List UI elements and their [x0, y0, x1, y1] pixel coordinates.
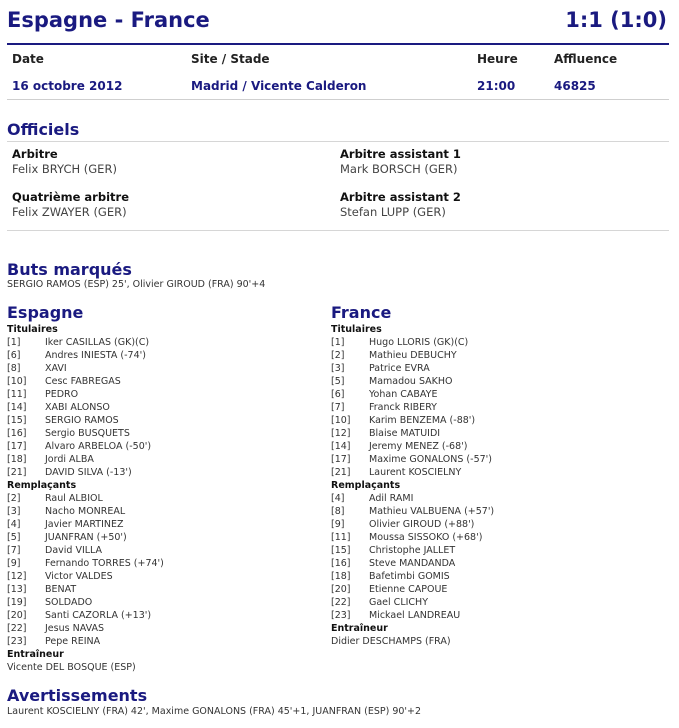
- player-number: [21]: [7, 467, 27, 478]
- warnings-title: Avertissements: [7, 686, 148, 705]
- match-header: [7, 8, 667, 38]
- goals-text: SERGIO RAMOS (ESP) 25', Olivier GIROUD (FRA) 90'+4: [7, 279, 266, 290]
- away-team: [331, 303, 651, 648]
- player-name: Gael CLICHY: [369, 597, 428, 608]
- header-divider: [7, 43, 669, 45]
- player-row: [7, 336, 327, 349]
- official-fourth: [12, 190, 332, 220]
- match-info-table: [7, 48, 669, 99]
- home-team: [7, 303, 327, 674]
- coach-label: Entraîneur: [331, 623, 388, 634]
- player-name: Hugo LLORIS (GK)(C): [369, 337, 469, 348]
- player-number: [12]: [331, 428, 351, 439]
- officials-title: Officiels: [7, 120, 80, 139]
- player-number: [12]: [7, 571, 27, 582]
- player-name: Alvaro ARBELOA (-50'): [45, 441, 152, 452]
- player-number: [14]: [331, 441, 351, 452]
- player-number: [20]: [331, 584, 351, 595]
- player-number: [19]: [7, 597, 27, 608]
- player-row: [331, 466, 651, 479]
- player-number: [11]: [7, 389, 27, 400]
- player-row: [7, 388, 327, 401]
- player-name: Mickael LANDREAU: [369, 610, 461, 621]
- info-attendance: 46825: [554, 79, 596, 93]
- player-name: Steve MANDANDA: [369, 558, 456, 569]
- player-name: Karim BENZEMA (-88'): [369, 415, 476, 426]
- player-row: [331, 492, 651, 505]
- subs-label: Remplaçants: [331, 480, 401, 491]
- player-name: Etienne CAPOUE: [369, 584, 448, 595]
- player-name: BENAT: [45, 584, 77, 595]
- starters-label: Titulaires: [331, 324, 382, 335]
- player-name: Raul ALBIOL: [45, 493, 103, 504]
- player-number: [5]: [331, 376, 345, 387]
- player-row: [7, 622, 327, 635]
- player-row: [7, 557, 327, 570]
- official-assistant-2: [340, 190, 660, 220]
- player-number: [9]: [331, 519, 345, 530]
- player-number: [14]: [7, 402, 27, 413]
- player-number: [9]: [7, 558, 21, 569]
- player-number: [8]: [7, 363, 21, 374]
- player-name: DAVID SILVA (-13'): [45, 467, 132, 478]
- player-row: [331, 427, 651, 440]
- official-name: Mark BORSCH (GER): [340, 162, 458, 176]
- team-name: Espagne: [7, 303, 84, 322]
- player-row: [7, 570, 327, 583]
- info-header-site: Site / Stade: [191, 52, 270, 66]
- player-number: [7]: [331, 402, 345, 413]
- player-name: XABI ALONSO: [45, 402, 110, 413]
- coach-name: Didier DESCHAMPS (FRA): [331, 636, 451, 647]
- subs-list: [7, 492, 327, 648]
- player-number: [6]: [331, 389, 345, 400]
- player-row: [7, 466, 327, 479]
- player-number: [10]: [331, 415, 351, 426]
- player-row: [7, 427, 327, 440]
- player-name: XAVI: [45, 363, 67, 374]
- official-name: Felix BRYCH (GER): [12, 162, 117, 176]
- player-number: [3]: [331, 363, 345, 374]
- player-name: David VILLA: [45, 545, 103, 556]
- player-number: [23]: [7, 636, 27, 647]
- player-row: [7, 401, 327, 414]
- player-name: Mathieu VALBUENA (+57'): [369, 506, 495, 517]
- goals-title: Buts marqués: [7, 260, 132, 279]
- player-row: [331, 362, 651, 375]
- official-referee: [12, 147, 332, 177]
- player-name: Maxime GONALONS (-57'): [369, 454, 492, 465]
- official-role: Arbitre: [12, 147, 58, 161]
- starters-list: [7, 336, 327, 479]
- player-name: Jesus NAVAS: [45, 623, 105, 634]
- player-row: [331, 570, 651, 583]
- info-header-row: [7, 48, 669, 72]
- player-number: [17]: [7, 441, 27, 452]
- player-row: [331, 401, 651, 414]
- info-header-attendance: Affluence: [554, 52, 618, 66]
- official-role: Quatrième arbitre: [12, 190, 129, 204]
- player-name: Mamadou SAKHO: [369, 376, 453, 387]
- player-row: [331, 596, 651, 609]
- player-name: Cesc FABREGAS: [45, 376, 121, 387]
- player-row: [331, 375, 651, 388]
- player-number: [13]: [7, 584, 27, 595]
- player-name: Adil RAMI: [369, 493, 414, 504]
- player-row: [7, 596, 327, 609]
- player-name: Pepe REINA: [45, 636, 101, 647]
- coach-name: Vicente DEL BOSQUE (ESP): [7, 662, 136, 673]
- info-site: Madrid / Vicente Calderon: [191, 79, 367, 93]
- player-number: [4]: [331, 493, 345, 504]
- player-name: Mathieu DEBUCHY: [369, 350, 457, 361]
- player-row: [7, 375, 327, 388]
- player-name: Andres INIESTA (-74'): [45, 350, 146, 361]
- player-row: [7, 583, 327, 596]
- player-name: Blaise MATUIDI: [369, 428, 441, 439]
- starters-list: [331, 336, 651, 479]
- official-name: Stefan LUPP (GER): [340, 205, 446, 219]
- player-row: [7, 518, 327, 531]
- player-row: [7, 362, 327, 375]
- player-name: Patrice EVRA: [369, 363, 430, 374]
- player-name: Nacho MONREAL: [45, 506, 126, 517]
- player-row: [331, 518, 651, 531]
- player-number: [11]: [331, 532, 351, 543]
- player-row: [331, 531, 651, 544]
- player-row: [7, 635, 327, 648]
- player-number: [10]: [7, 376, 27, 387]
- info-header-date: Date: [12, 52, 44, 66]
- player-number: [20]: [7, 610, 27, 621]
- player-name: Jordi ALBA: [45, 454, 94, 465]
- player-name: Javier MARTINEZ: [45, 519, 124, 530]
- player-number: [6]: [7, 350, 21, 361]
- starters-label: Titulaires: [7, 324, 58, 335]
- subs-list: [331, 492, 651, 622]
- player-row: [331, 440, 651, 453]
- player-number: [5]: [7, 532, 21, 543]
- player-number: [3]: [7, 506, 21, 517]
- player-number: [16]: [7, 428, 27, 439]
- player-number: [23]: [331, 610, 351, 621]
- player-name: SOLDADO: [45, 597, 93, 608]
- player-row: [7, 349, 327, 362]
- officials-box: [7, 141, 669, 231]
- player-row: [7, 414, 327, 427]
- player-name: Olivier GIROUD (+88'): [369, 519, 475, 530]
- player-number: [1]: [7, 337, 21, 348]
- player-row: [331, 453, 651, 466]
- player-name: Santi CAZORLA (+13'): [45, 610, 152, 621]
- player-number: [8]: [331, 506, 345, 517]
- player-row: [331, 336, 651, 349]
- match-score: 1:1 (1:0): [565, 8, 667, 32]
- player-number: [7]: [7, 545, 21, 556]
- player-name: Bafetimbi GOMIS: [369, 571, 450, 582]
- player-row: [7, 440, 327, 453]
- player-name: Laurent KOSCIELNY: [369, 467, 462, 478]
- player-number: [2]: [331, 350, 345, 361]
- player-name: Fernando TORRES (+74'): [45, 558, 164, 569]
- player-number: [16]: [331, 558, 351, 569]
- player-number: [15]: [331, 545, 351, 556]
- official-name: Felix ZWAYER (GER): [12, 205, 127, 219]
- player-row: [7, 453, 327, 466]
- player-number: [17]: [331, 454, 351, 465]
- player-row: [7, 609, 327, 622]
- player-name: Franck RIBERY: [369, 402, 437, 413]
- info-divider: [7, 99, 669, 100]
- coach-label: Entraîneur: [7, 649, 64, 660]
- player-number: [21]: [331, 467, 351, 478]
- player-row: [331, 609, 651, 622]
- player-row: [7, 544, 327, 557]
- player-number: [22]: [331, 597, 351, 608]
- player-number: [1]: [331, 337, 345, 348]
- player-row: [331, 505, 651, 518]
- player-number: [15]: [7, 415, 27, 426]
- player-number: [18]: [7, 454, 27, 465]
- official-role: Arbitre assistant 2: [340, 190, 461, 204]
- player-name: SERGIO RAMOS: [45, 415, 119, 426]
- player-row: [331, 414, 651, 427]
- player-row: [331, 557, 651, 570]
- player-name: Moussa SISSOKO (+68'): [369, 532, 483, 543]
- player-name: Christophe JALLET: [369, 545, 456, 556]
- player-row: [331, 583, 651, 596]
- player-name: Yohan CABAYE: [369, 389, 438, 400]
- player-name: Jeremy MENEZ (-68'): [369, 441, 468, 452]
- info-header-time: Heure: [477, 52, 518, 66]
- player-name: Victor VALDES: [45, 571, 113, 582]
- player-number: [4]: [7, 519, 21, 530]
- player-number: [18]: [331, 571, 351, 582]
- info-date: 16 octobre 2012: [12, 79, 123, 93]
- player-row: [7, 531, 327, 544]
- match-title: Espagne - France: [7, 8, 210, 32]
- player-name: PEDRO: [45, 389, 79, 400]
- player-number: [2]: [7, 493, 21, 504]
- player-name: Sergio BUSQUETS: [45, 428, 130, 439]
- player-row: [331, 349, 651, 362]
- player-number: [22]: [7, 623, 27, 634]
- player-name: Iker CASILLAS (GK)(C): [45, 337, 150, 348]
- player-row: [7, 492, 327, 505]
- player-row: [331, 544, 651, 557]
- official-assistant-1: [340, 147, 660, 177]
- player-row: [331, 388, 651, 401]
- info-time: 21:00: [477, 79, 516, 93]
- subs-label: Remplaçants: [7, 480, 77, 491]
- player-name: JUANFRAN (+50'): [45, 532, 127, 543]
- warnings-text: Laurent KOSCIELNY (FRA) 42', Maxime GONALONS (FRA) 45'+1, JUANFRAN (ESP) 90'+2: [7, 706, 422, 717]
- player-row: [7, 505, 327, 518]
- team-name: France: [331, 303, 392, 322]
- info-value-row: [7, 75, 669, 99]
- official-role: Arbitre assistant 1: [340, 147, 461, 161]
